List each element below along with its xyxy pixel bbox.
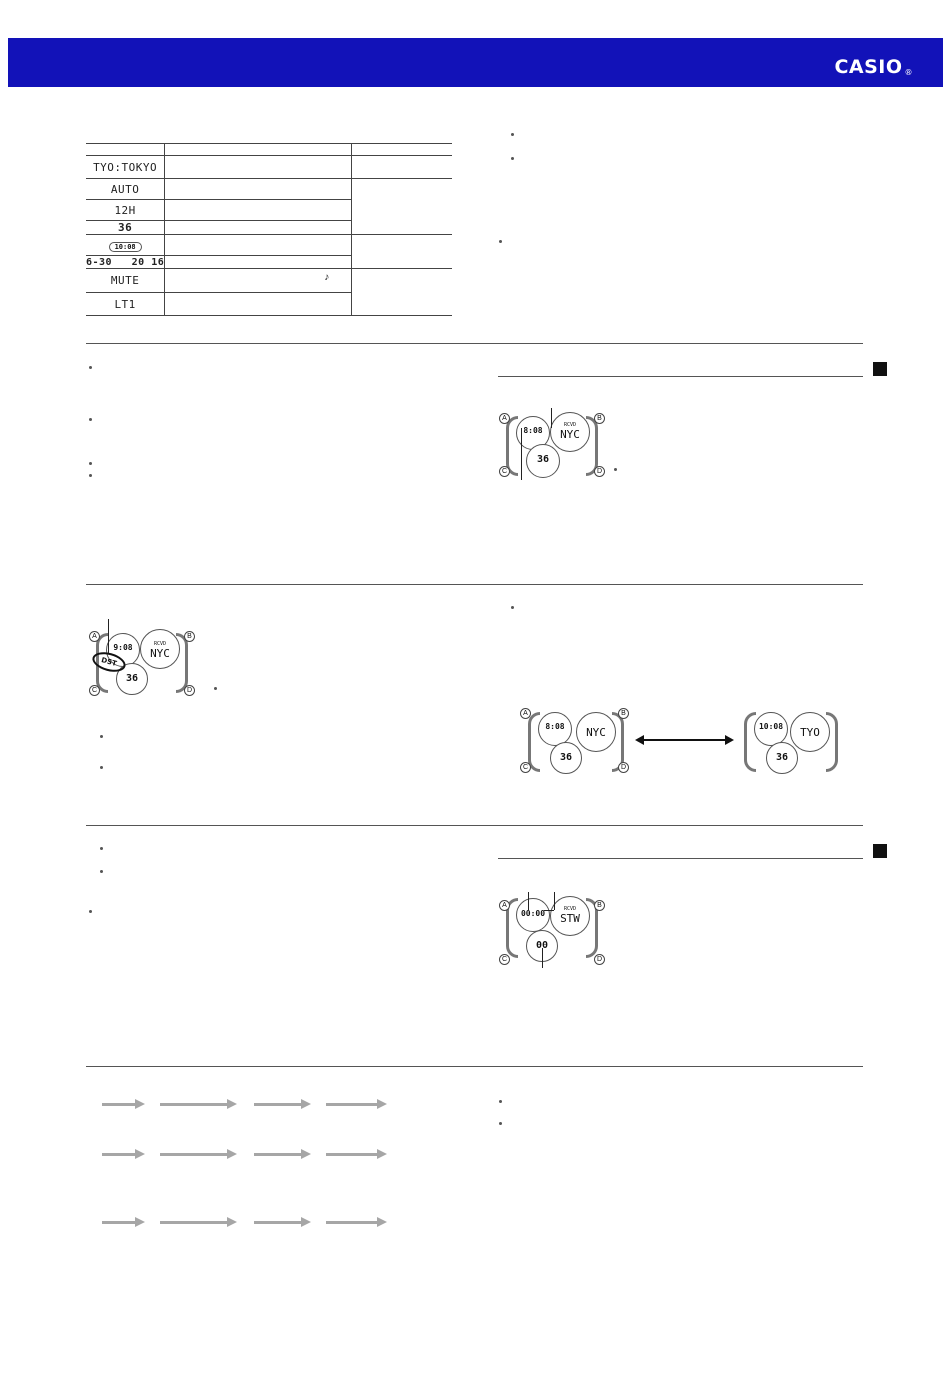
subsection-rule-1: [498, 376, 863, 377]
flow-arrow: [326, 1153, 378, 1156]
bullet: [89, 474, 92, 477]
section-rule-3: [86, 825, 863, 826]
bullet: [100, 870, 103, 873]
bullet: [614, 468, 617, 471]
button-b-label: B: [618, 708, 629, 719]
bullet: [511, 606, 514, 609]
section-marker: [873, 844, 887, 858]
time-readout: 8:08: [523, 426, 543, 435]
section-marker: [873, 362, 887, 376]
city-readout: TYO: [800, 726, 820, 739]
display-time-cell: [86, 235, 165, 256]
section-rule-1: [86, 343, 863, 344]
button-d-label: D: [618, 762, 629, 773]
button-a-label: A: [89, 631, 100, 642]
display-mute: MUTE: [86, 269, 165, 293]
display-seconds: 36: [86, 221, 165, 235]
watch-illustration-home-before: [522, 708, 632, 774]
settings-table: [86, 143, 452, 316]
seconds-readout: 36: [559, 752, 573, 763]
bullet: [499, 1100, 502, 1103]
bullet: [499, 240, 502, 243]
bullet: [511, 157, 514, 160]
swap-arrow: [643, 739, 726, 741]
button-c-label: C: [89, 685, 100, 696]
bullet: [511, 133, 514, 136]
display-12h: 12H: [86, 200, 165, 221]
button-a-label: A: [499, 900, 510, 911]
flow-arrow: [102, 1153, 136, 1156]
display-auto: AUTO: [86, 179, 165, 200]
button-d-label: D: [184, 685, 195, 696]
casio-logo: CASIO ®: [834, 56, 913, 78]
city-readout: NYC: [586, 726, 606, 739]
seconds-readout: 36: [775, 752, 789, 763]
bullet: [100, 766, 103, 769]
bullet: [499, 1122, 502, 1125]
dst-indicator: DST: [90, 649, 128, 675]
flow-arrow: [254, 1221, 302, 1224]
button-d-label: D: [594, 466, 605, 477]
subsection-rule-2: [498, 858, 863, 859]
watch-illustration-home: 8:08 RCVD NYC 36 A B C D: [498, 408, 606, 480]
display-home-city: TYO:TOKYO: [86, 156, 165, 179]
bullet: [89, 462, 92, 465]
bullet: [89, 366, 92, 369]
flow-arrow: [160, 1221, 228, 1224]
time-readout: 9:08: [113, 643, 133, 652]
header-bar: [8, 38, 943, 87]
watch-illustration-home-after: [742, 708, 842, 774]
bullet: [214, 687, 217, 690]
flow-arrow: [254, 1153, 302, 1156]
button-a-label: A: [520, 708, 531, 719]
watch-illustration-stopwatch: 00:00 RCVD STW 00 A B C D: [498, 890, 606, 968]
button-b-label: B: [184, 631, 195, 642]
bullet: [89, 910, 92, 913]
display-time: 10:08: [109, 242, 142, 252]
time-readout: 10:08: [758, 722, 784, 731]
flow-arrow: [326, 1221, 378, 1224]
button-c-label: C: [520, 762, 531, 773]
seconds-readout: 00: [535, 940, 549, 951]
button-b-label: B: [594, 900, 605, 911]
seconds-readout: 36: [536, 454, 550, 465]
button-d-label: D: [594, 954, 605, 965]
display-date: 6-30 20 16: [86, 256, 165, 268]
time-readout: 8:08: [545, 722, 565, 731]
flow-arrow: [102, 1103, 136, 1106]
flow-arrow: [326, 1103, 378, 1106]
button-b-label: B: [594, 413, 605, 424]
city-readout: NYC: [560, 428, 580, 441]
flow-arrow: [254, 1103, 302, 1106]
city-readout: STW: [560, 912, 580, 925]
flow-arrow: [160, 1153, 228, 1156]
time-readout: 00:00: [520, 909, 546, 918]
section-rule-2: [86, 584, 863, 585]
button-c-label: C: [499, 466, 510, 477]
bullet: [100, 847, 103, 850]
bullet: [100, 735, 103, 738]
display-light: LT1: [86, 293, 165, 316]
flow-arrow: [160, 1103, 228, 1106]
city-readout: NYC: [150, 647, 170, 660]
watch-illustration-dst: 9:08 RCVD NYC 36 DST A B C D: [88, 625, 196, 697]
bullet: [89, 418, 92, 421]
note-icon: ♪: [324, 272, 330, 283]
flow-arrow: [102, 1221, 136, 1224]
button-c-label: C: [499, 954, 510, 965]
button-a-label: A: [499, 413, 510, 424]
seconds-readout: 36: [125, 673, 139, 684]
section-rule-4: [86, 1066, 863, 1067]
